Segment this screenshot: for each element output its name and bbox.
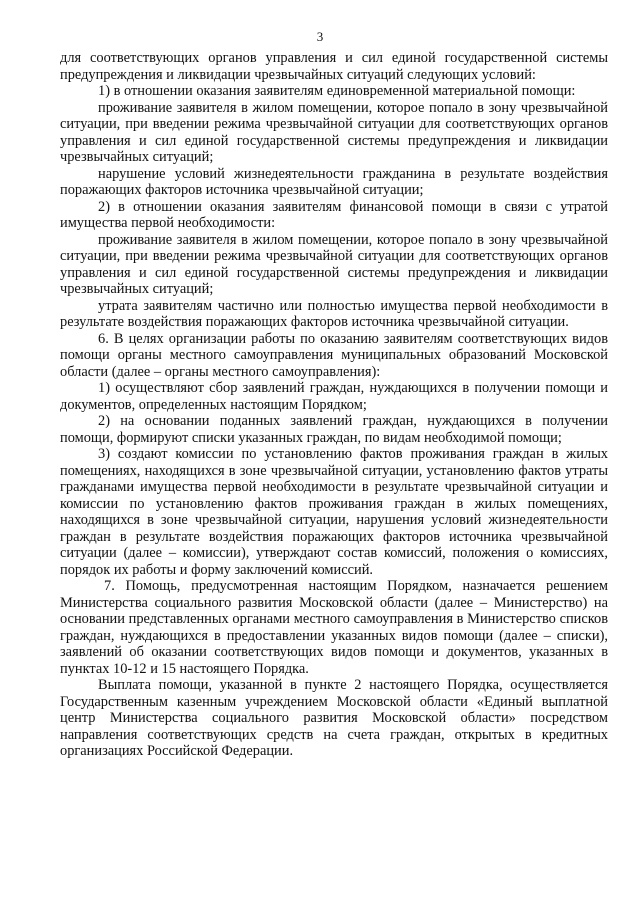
paragraph: 1) в отношении оказания заявителям единовременной материальной помощи:: [98, 83, 576, 99]
paragraph: для соответствующих органов управления и сил единой государственной системы предупреждения и ликвидации чрезвычайных ситуаций следующих условий:: [60, 50, 608, 83]
paragraph: 3) создают комиссии по установлению фактов проживания граждан в жилых помещениях, находящихся в зоне чрезвычайной ситуации, установлению фактов утраты гражданами имущества первой необходимости в результате чрезвычайной ситуации и комиссии по установлению фактов проживания граждан в жилых помещениях, находящихся в зоне чрезвычайной ситуации, нарушения условий жизнедеятельности граждан в результате воздействия поражающих факторов источника чрезвычайной ситуации (далее – комиссии), утверждают состав комиссий, положения о комиссиях, порядок их работы и форму заключений комиссий.: [60, 446, 608, 578]
paragraph: проживание заявителя в жилом помещении, которое попало в зону чрезвычайной ситуации, при введении режима чрезвычайной ситуации для соответствующих органов управления и сил единой государственной системы предупреждения и ликвидации чрезвычайных ситуаций;: [60, 231, 608, 297]
paragraph: 2) на основании поданных заявлений граждан, нуждающихся в получении помощи, формируют списки указанных граждан, по видам необходимой помощи;: [60, 413, 608, 446]
paragraph: нарушение условий жизнедеятельности гражданина в результате воздействия поражающих факторов источника чрезвычайной ситуации;: [60, 165, 608, 198]
paragraph: 1) осуществляют сбор заявлений граждан, нуждающихся в получении помощи и документов, определенных настоящим Порядком;: [60, 380, 608, 413]
document-body: [60, 50, 608, 760]
paragraph: 7. Помощь, предусмотренная настоящим Порядком, назначается решением Министерства социального развития Московской области (далее – Министерство) на основании представленных органами местного самоуправления в Министерство списков граждан, нуждающихся в предоставлении указанных видов помощи (далее – списки), заявлений об оказании соответствующих видов помощи и документов, указанных в пунктах 10-12 и 15 настоящего Порядка.: [60, 578, 608, 677]
page-number: 3: [316, 29, 324, 44]
paragraph: утрата заявителям частично или полностью имущества первой необходимости в результате воздействия поражающих факторов источника чрезвычайной ситуации.: [60, 297, 608, 330]
paragraph: 6. В целях организации работы по оказанию заявителям соответствующих видов помощи органы местного самоуправления муниципальных образований Московской области (далее – органы местного самоуправления):: [60, 330, 608, 380]
paragraph: Выплата помощи, указанной в пункте 2 настоящего Порядка, осуществляется Государственным казенным учреждением Московской области «Единый выплатной центр Министерства социального развития Московской области» посредством направления соответствующих средств на счета граждан, открытых в кредитных организациях Российской Федерации.: [60, 677, 608, 759]
paragraph: 2) в отношении оказания заявителям финансовой помощи в связи с утратой имущества первой необходимости:: [60, 198, 608, 231]
paragraph: проживание заявителя в жилом помещении, которое попало в зону чрезвычайной ситуации, при введении режима чрезвычайной ситуации для соответствующих органов управления и сил единой государственной системы предупреждения и ликвидации чрезвычайных ситуаций;: [60, 99, 608, 165]
